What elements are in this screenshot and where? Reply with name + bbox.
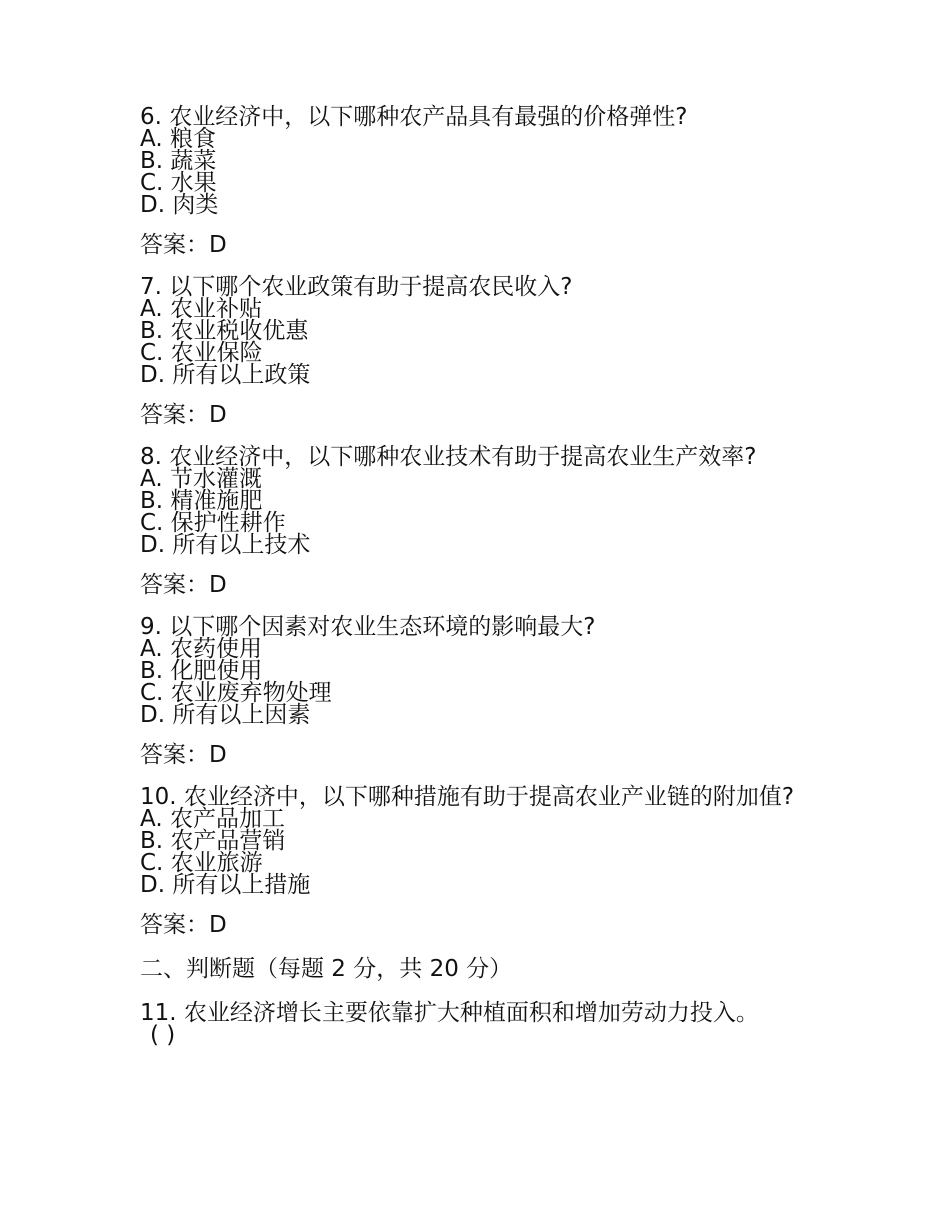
option-a: A. 粮食 <box>140 126 216 152</box>
option-c: C. 农业保险 <box>140 340 263 366</box>
section-title: 二、判断题（每题 2 分，共 20 分） <box>140 956 513 982</box>
option-b: B. 农业税收优惠 <box>140 318 309 344</box>
option-c: C. 农业旅游 <box>140 850 263 876</box>
question-text: 6. 农业经济中，以下哪种农产品具有最强的价格弹性? <box>140 104 688 130</box>
answer-text: 答案：D <box>140 402 227 428</box>
answer-text: 答案：D <box>140 232 227 258</box>
option-d: D. 所有以上措施 <box>140 872 311 898</box>
option-b: B. 农产品营销 <box>140 828 286 854</box>
option-d: D. 所有以上技术 <box>140 532 311 558</box>
option-d: D. 所有以上因素 <box>140 702 311 728</box>
answer-blank: ( ) <box>150 1022 176 1048</box>
question-text: 7. 以下哪个农业政策有助于提高农民收入? <box>140 274 573 300</box>
option-b: B. 蔬菜 <box>140 148 217 174</box>
option-b: B. 精准施肥 <box>140 488 263 514</box>
judge-question-text: 11. 农业经济增长主要依靠扩大种植面积和增加劳动力投入。 <box>140 1000 759 1026</box>
question-9 <box>140 616 820 768</box>
option-c: C. 农业废弃物处理 <box>140 680 332 706</box>
answer-text: 答案：D <box>140 572 227 598</box>
option-d: D. 所有以上政策 <box>140 362 311 388</box>
option-a: A. 节水灌溉 <box>140 466 262 492</box>
question-6 <box>140 106 820 258</box>
option-a: A. 农产品加工 <box>140 806 285 832</box>
option-a: A. 农药使用 <box>140 636 262 662</box>
option-a: A. 农业补贴 <box>140 296 262 322</box>
question-text: 8. 农业经济中，以下哪种农业技术有助于提高农业生产效率? <box>140 444 757 470</box>
option-c: C. 保护性耕作 <box>140 510 286 536</box>
question-10 <box>140 786 820 938</box>
judge-question-11 <box>140 1002 820 1046</box>
question-text: 9. 以下哪个因素对农业生态环境的影响最大? <box>140 614 596 640</box>
answer-text: 答案：D <box>140 742 227 768</box>
question-7 <box>140 276 820 428</box>
option-d: D. 肉类 <box>140 192 219 218</box>
document-page <box>140 106 820 1046</box>
question-8 <box>140 446 820 598</box>
option-b: B. 化肥使用 <box>140 658 263 684</box>
answer-text: 答案：D <box>140 912 227 938</box>
question-text: 10. 农业经济中，以下哪种措施有助于提高农业产业链的附加值? <box>140 784 795 810</box>
option-c: C. 水果 <box>140 170 217 196</box>
